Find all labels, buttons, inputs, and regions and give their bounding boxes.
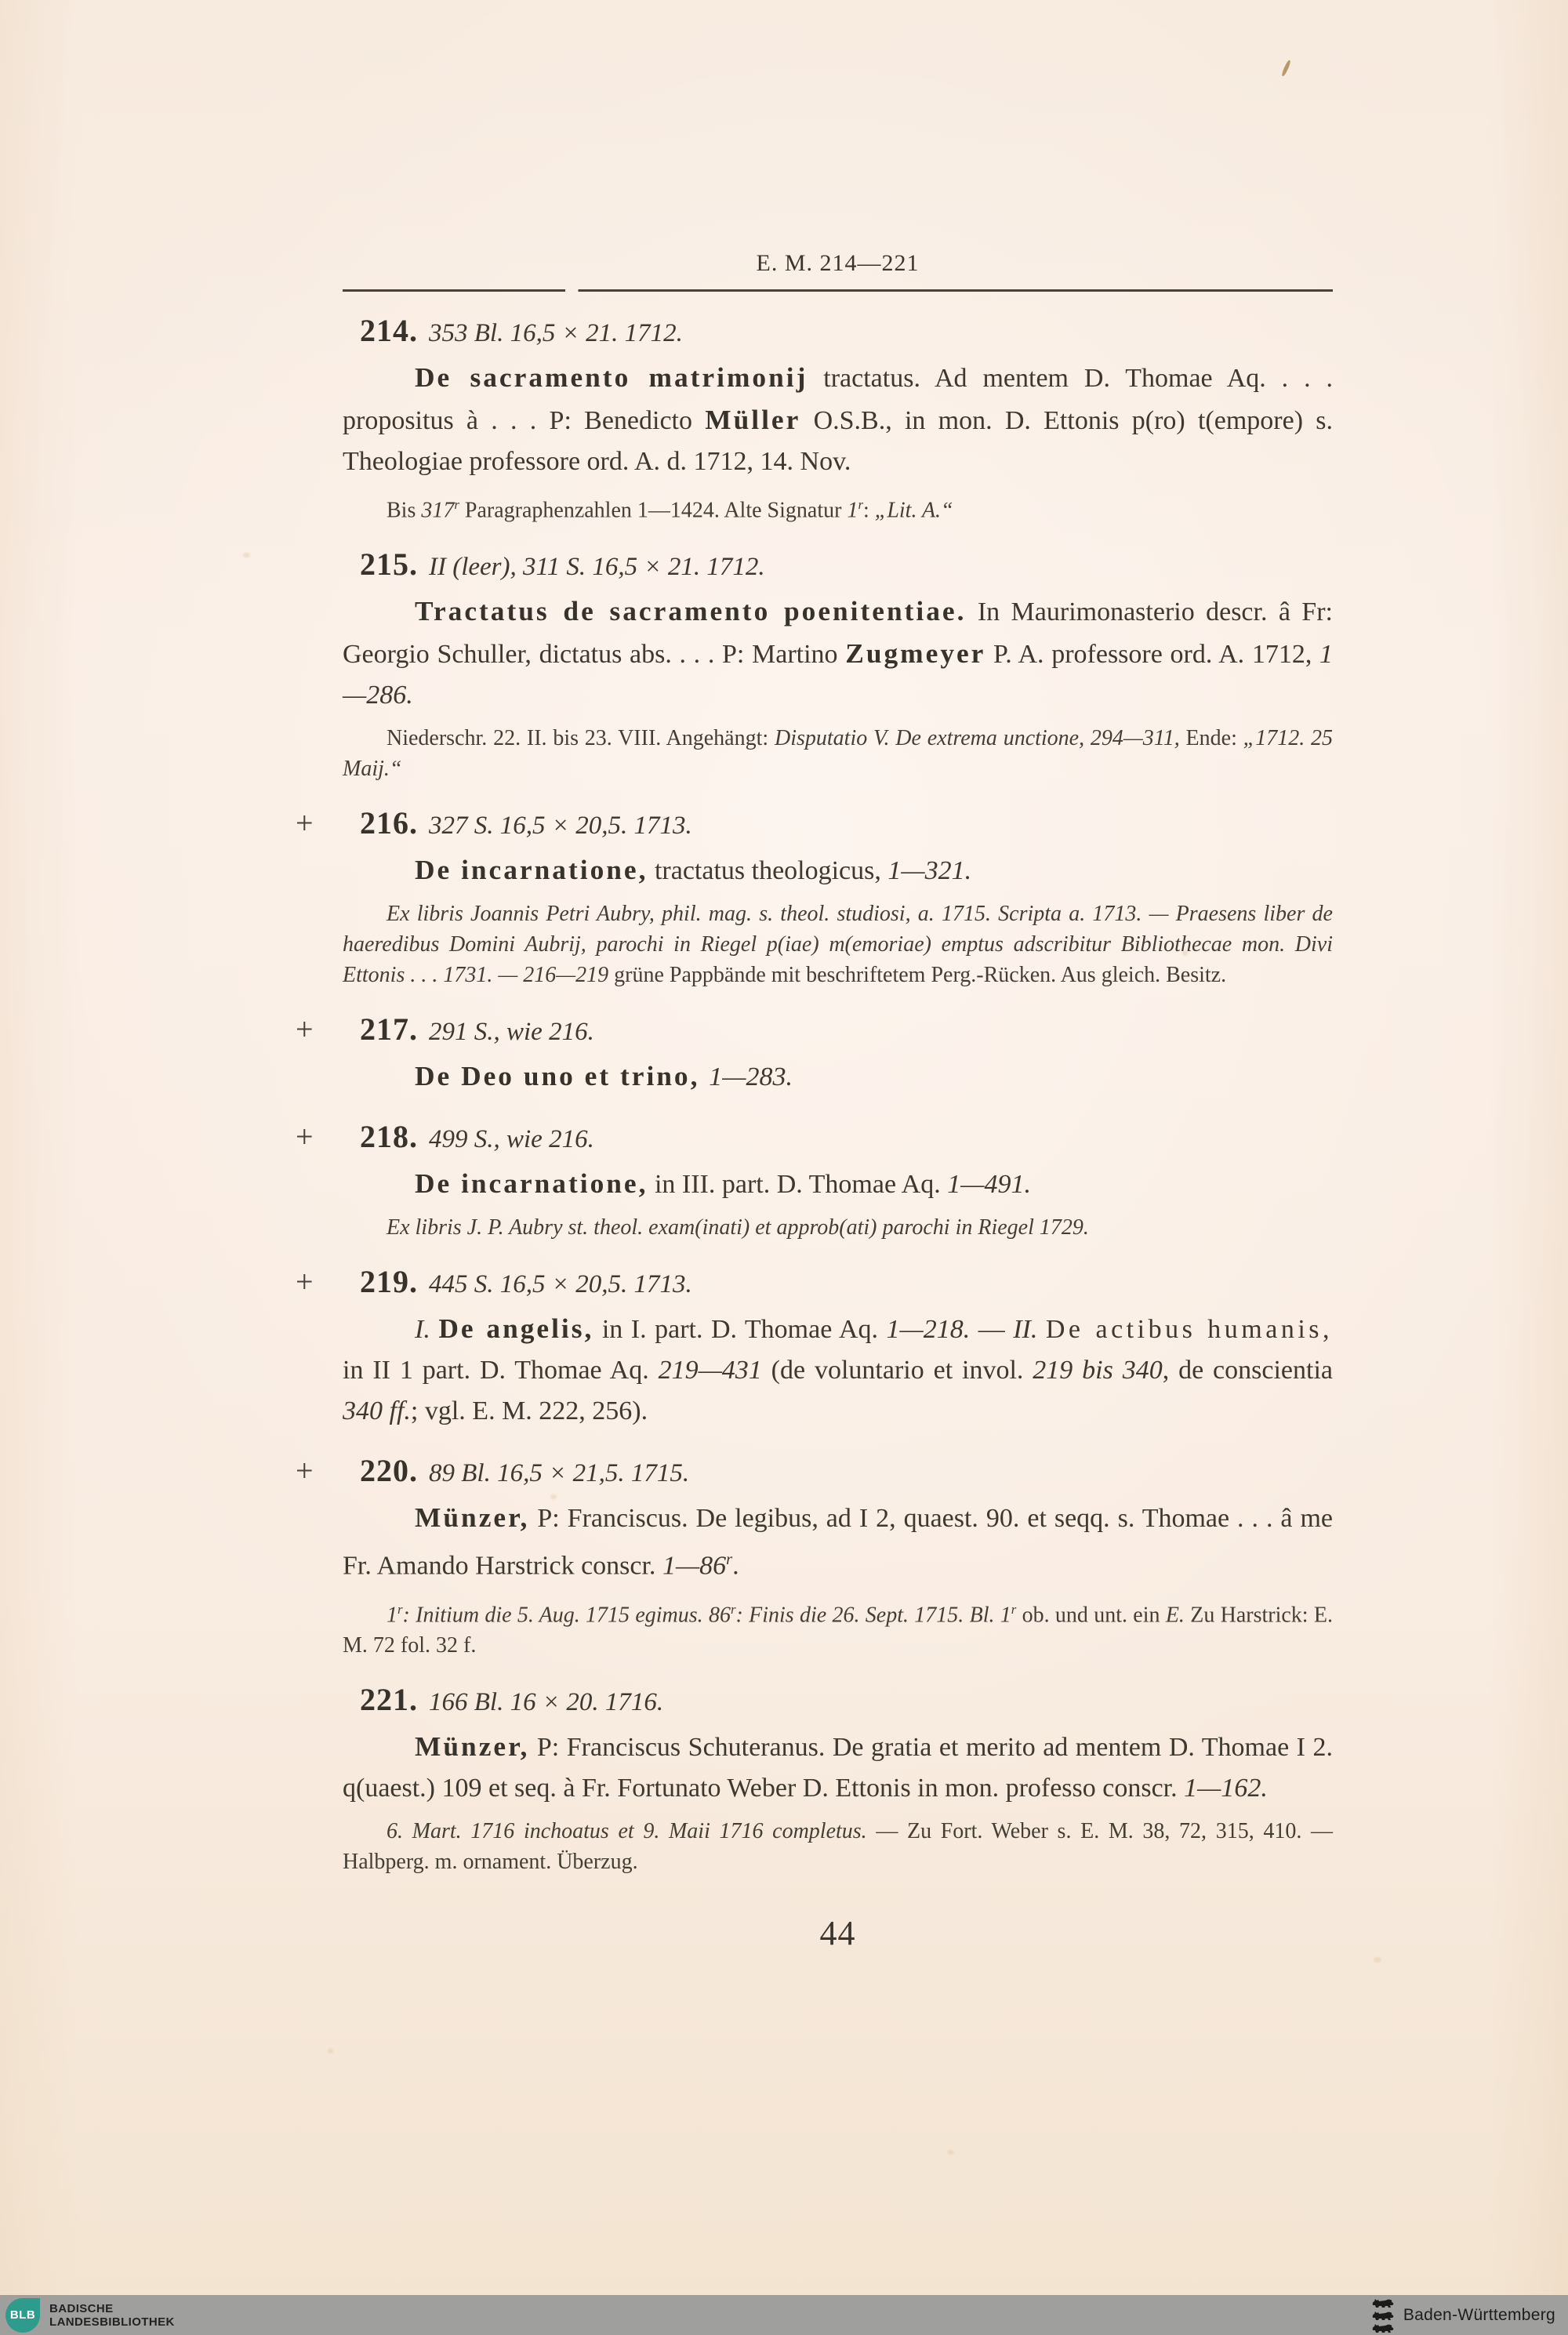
entry-size-line: 327 S. 16,5 × 20,5. 1713. (429, 812, 692, 841)
entry-body-paragraph: Münzer, P: Franciscus Schuteranus. De gratia et merito ad mentem D. Thomae I 2. q(uaest.) 109 et seq. à Fr. Fortunato Weber D. Ettonis in mon. professo conscr. 1—162. (343, 1730, 1333, 1803)
entry-size-line: 166 Bl. 16 × 20. 1716. (429, 1687, 664, 1716)
library-name (49, 2302, 175, 2329)
entry-heading-line (343, 310, 1333, 354)
entry-heading-line (343, 1451, 1333, 1494)
catalog-entry-221 (343, 1680, 1333, 1877)
page-number: 44 (819, 1913, 856, 1952)
entry-note-paragraph: Ex libris J. P. Aubry st. theol. exam(inati) et approb(ati) parochi in Riegel 1729. (387, 1215, 1089, 1240)
viewer-footer-bar (0, 2295, 1568, 2335)
entry-heading-line (343, 544, 1333, 587)
library-name-line2: LANDESBIBLIOTHEK (49, 2315, 175, 2329)
entry-note-paragraph: Bis 317$^r$ Paragraphenzahlen 1—1424. Alte Signatur 1$^r$: „Lit. A.“ (387, 497, 953, 523)
paper-speck (328, 2048, 333, 2054)
catalog-entries (296, 310, 1334, 1877)
entry-number: 221. (360, 1681, 418, 1717)
catalog-entry-218 (296, 1117, 1333, 1243)
entry-heading-line (343, 1680, 1333, 1723)
plus-mark: + (296, 1011, 314, 1048)
entry-number: 215. (360, 547, 418, 583)
entry-heading-line (343, 1117, 1333, 1160)
baden-wuerttemberg-coat-of-arms-icon (1370, 2297, 1394, 2333)
entry-size-line: 499 S., wie 216. (429, 1125, 594, 1154)
catalog-entry-220 (296, 1451, 1333, 1661)
paper-speck (1374, 1957, 1381, 1963)
entry-heading-line (343, 1009, 1333, 1052)
entry-number: 219. (360, 1264, 418, 1300)
entry-body-paragraph: I. De angelis, in I. part. D. Thomae Aq. 1—218. — II. De actibus humanis, in II 1 part. D. Thomae Aq. 219—431 (de voluntario et invol. 219 bis 340, de conscientia 340 ff.; vgl. E. M. 222, 256). (343, 1313, 1334, 1426)
plus-mark: + (296, 1119, 314, 1155)
catalog-entry-216 (296, 803, 1333, 990)
state-name: Baden-Württemberg (1403, 2305, 1555, 2324)
entry-body-paragraph: Münzer, P: Franciscus. De legibus, ad I 2, quaest. 90. et seqq. s. Thomae . . . â me Fr. Amando Harstrick conscr. 1—86$^r$. (343, 1502, 1333, 1581)
entry-body-paragraph: Tractatus de sacramento poenitentiae. In Maurimonasterio descr. â Fr: Georgio Schuller, dictatus abs. . . . P: Martino Zugmeyer P. A. professore ord. A. 1712, 1—286. (343, 595, 1333, 710)
plus-mark: + (296, 805, 314, 841)
library-branding (0, 2298, 175, 2333)
entry-note-paragraph: 6. Mart. 1716 inchoatus et 9. Maii 1716 completus. — Zu Fort. Weber s. E. M. 38, 72, 315, 410. — Halbperg. m. ornament. Überzug. (343, 1818, 1333, 1874)
running-head: E. M. 214—221 (756, 250, 920, 276)
entry-number: 216. (360, 805, 418, 841)
entry-body-paragraph: De Deo uno et trino, 1—283. (415, 1060, 793, 1092)
paper-speck (947, 2150, 954, 2155)
entry-note-paragraph: Niederschr. 22. II. bis 23. VIII. Angehängt: Disputatio V. De extrema unctione, 294—311, Ende: „1712. 25 Maij.“ (343, 726, 1334, 782)
catalog-entry-219 (296, 1262, 1334, 1432)
text-column (296, 0, 1334, 1953)
entry-number: 217. (360, 1011, 418, 1048)
entry-number: 214. (360, 313, 418, 348)
catalog-entry-215 (343, 544, 1333, 784)
catalog-entry-217 (296, 1009, 1333, 1098)
paper-speck (243, 553, 250, 557)
entry-note-paragraph: Ex libris Joannis Petri Aubry, phil. mag. s. theol. studiosi, a. 1715. Scripta a. 1713. — Praesens liber de haeredibus Domini Aubrij, parochi in Riegel p(iae) m(emoriae) emptus adscribitur Bibliothecae mon. Divi Ettonis . . . 1731. — 216—219 grüne Pappbände mit beschriftetem Perg.-Rücken. Aus gleich. Besitz. (343, 902, 1333, 988)
plus-mark: + (296, 1264, 314, 1300)
header-rule (343, 289, 1333, 292)
entry-size-line: 89 Bl. 16,5 × 21,5. 1715. (429, 1459, 690, 1488)
entry-heading-line (343, 1262, 1333, 1305)
catalog-entry-214 (343, 310, 1333, 525)
entry-heading-line (343, 803, 1333, 846)
entry-number: 220. (360, 1453, 418, 1489)
entry-size-line: 291 S., wie 216. (429, 1018, 594, 1047)
entry-body-paragraph: De incarnatione, tractatus theologicus, 1—321. (415, 854, 972, 886)
plus-mark: + (296, 1453, 314, 1489)
entry-body-paragraph: De sacramento matrimonij tractatus. Ad mentem D. Thomae Aq. . . . propositus à . . . P: Benedicto Müller O.S.B., in mon. D. Ettonis p(ro) t(empore) s. Theologiae professore ord. A. d. 1712, 14. Nov. (343, 361, 1333, 476)
entry-size-line: 353 Bl. 16,5 × 21. 1712. (429, 319, 683, 347)
blb-logo-icon: BLB (5, 2298, 40, 2333)
entry-size-line: II (leer), 311 S. 16,5 × 21. 1712. (429, 553, 765, 582)
library-name-line1: BADISCHE (49, 2301, 114, 2315)
state-branding (1370, 2297, 1568, 2333)
entry-body-paragraph: De incarnatione, in III. part. D. Thomae Aq. 1—491. (415, 1168, 1031, 1200)
entry-note-paragraph: 1$^r$: Initium die 5. Aug. 1715 egimus. 86$^r$: Finis die 26. Sept. 1715. Bl. 1$^r$ ob. und unt. ein E. Zu Harstrick: E. M. 72 fol. 32 f. (343, 1601, 1333, 1658)
entry-size-line: 445 S. 16,5 × 20,5. 1713. (429, 1270, 692, 1299)
entry-number: 218. (360, 1119, 418, 1155)
